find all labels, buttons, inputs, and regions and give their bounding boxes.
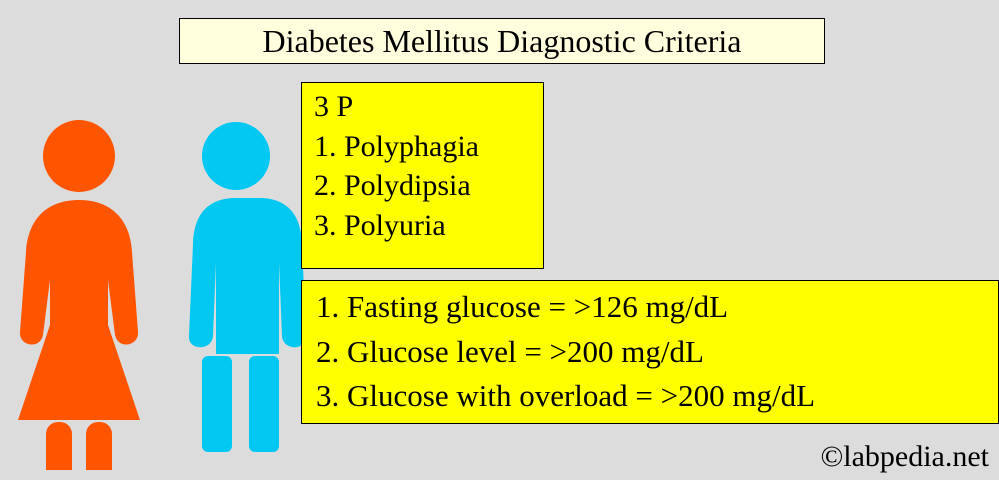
symptom-item: 3. Polyuria	[314, 208, 446, 242]
copyright-watermark: ©labpedia.net	[820, 440, 989, 473]
male-figure-icon	[172, 122, 312, 467]
symptoms-box	[301, 82, 544, 269]
title-banner	[179, 18, 825, 64]
criteria-box	[301, 280, 999, 424]
criteria-item: 1. Fasting glucose = >126 mg/dL	[316, 289, 729, 324]
page-title: Diabetes Mellitus Diagnostic Criteria	[262, 22, 742, 59]
symptoms-heading: 3 P	[314, 90, 354, 123]
criteria-item: 2. Glucose level = >200 mg/dL	[316, 333, 704, 369]
symptom-item: 1. Polyphagia	[314, 129, 479, 163]
criteria-item: 3. Glucose with overload = >200 mg/dL	[316, 378, 816, 414]
female-figure-icon	[10, 120, 170, 475]
symptom-item: 2. Polydipsia	[314, 169, 471, 203]
